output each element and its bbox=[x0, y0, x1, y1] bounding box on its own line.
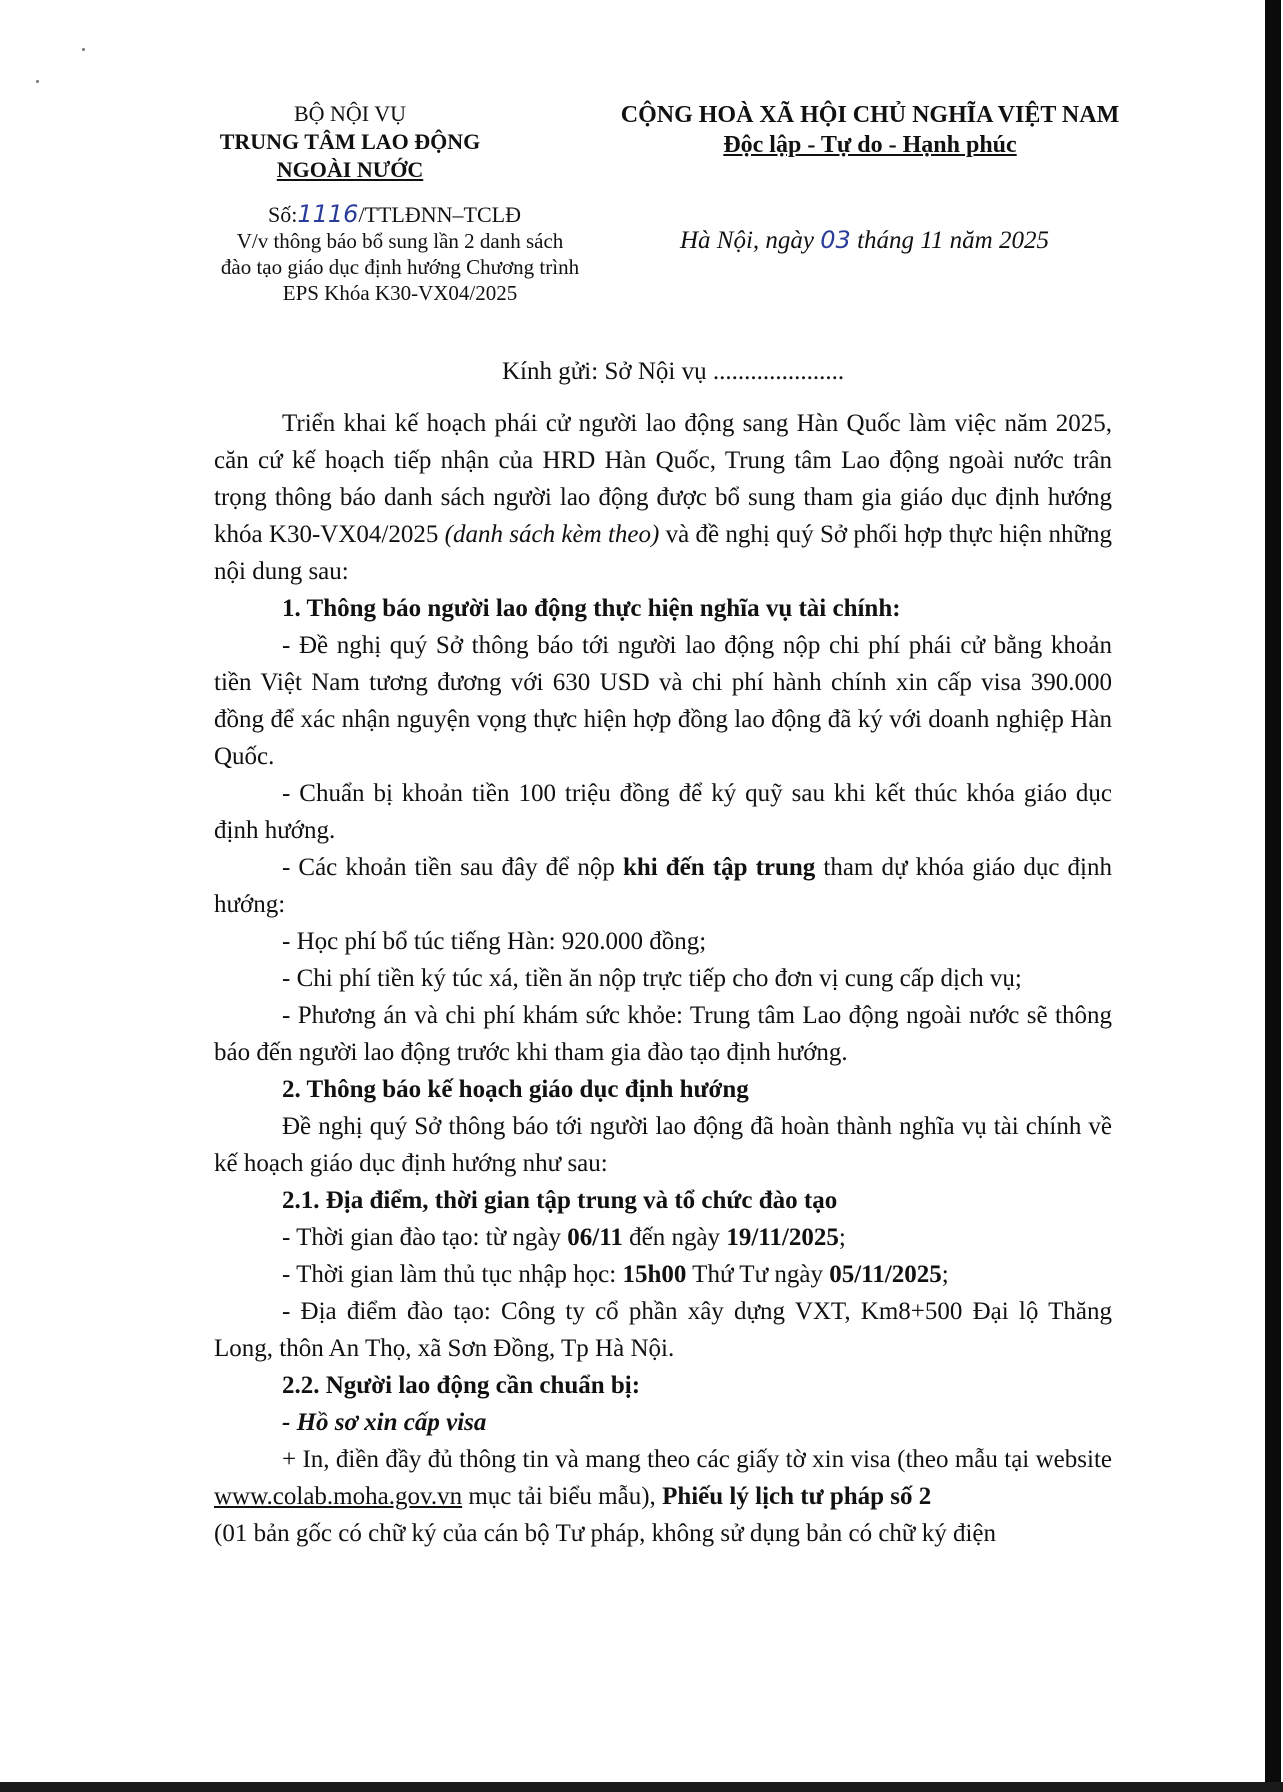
nation-title: CỘNG HOÀ XÃ HỘI CHỦ NGHĨA VIỆT NAM bbox=[620, 102, 1120, 128]
subject-line: V/v thông báo bổ sung lần 2 danh sách bbox=[236, 229, 564, 253]
paragraph: (01 bản gốc có chữ ký của cán bộ Tư pháp, không sử dụng bản có chữ ký điện bbox=[214, 1520, 997, 1547]
intro-paragraph bbox=[214, 405, 1112, 590]
paragraph: - Học phí bổ túc tiếng Hàn: 920.000 đồng; bbox=[282, 928, 707, 955]
paragraph: - Phương án và chi phí khám sức khỏe: Trung tâm Lao động ngoài nước sẽ thông báo đến người lao động trước khi tham gia đào tạo định hướng. bbox=[214, 1002, 1112, 1066]
text-run: tham dự khóa giáo dục định hướng: bbox=[214, 854, 1112, 918]
scan-border-right bbox=[1265, 0, 1281, 1792]
text-run: ; bbox=[941, 1261, 949, 1288]
paragraph: - Đề nghị quý Sở thông báo tới người lao động nộp chi phí phái cử bằng khoản tiền Việt Nam tương đương với 630 USD và chi phí hành chính xin cấp visa 390.000 đồng để xác nhận nguyện vọng thực hiện hợp đồng lao động đã ký với doanh nghiệp Hàn Quốc. bbox=[214, 632, 1112, 770]
text-run-bold: 05/11/2025 bbox=[829, 1261, 942, 1288]
text-run: ; bbox=[838, 1224, 846, 1251]
paragraph bbox=[214, 849, 1112, 923]
scan-speck bbox=[82, 48, 85, 51]
nation-block bbox=[610, 100, 1130, 160]
text-run-bold: 06/11 bbox=[567, 1224, 623, 1251]
date-line bbox=[680, 226, 1049, 255]
text-run-bold: 15h00 bbox=[622, 1261, 687, 1288]
text-run-bold: 19/11/2025 bbox=[726, 1224, 839, 1251]
text-run: Triển khai kế hoạch phái cử người lao động sang Hàn Quốc làm việc năm 2025, căn cứ kế hoạch tiếp nhận của HRD Hàn Quốc, Trung tâm Lao động ngoài nước trân trọng thông báo danh sách người lao động được bổ sung tham gia giáo dục định hướng khóa K30-VX04/2025 bbox=[214, 410, 1112, 548]
subject-block bbox=[180, 228, 620, 306]
issuer-block bbox=[190, 100, 510, 184]
text-run: mục tải biểu mẫu), bbox=[462, 1483, 663, 1510]
paragraph: - Chi phí tiền ký túc xá, tiền ăn nộp trực tiếp cho đơn vị cung cấp dịch vụ; bbox=[282, 965, 1022, 992]
number-suffix: /TTLĐNN–TCLĐ bbox=[358, 202, 521, 227]
text-run: + In, điền đầy đủ thông tin và mang theo các giấy tờ xin visa (theo mẫu tại website bbox=[282, 1446, 1112, 1473]
date-prefix: Hà Nội, ngày bbox=[680, 227, 821, 254]
text-run: Thứ Tư ngày bbox=[686, 1261, 830, 1288]
subject-line: đào tạo giáo dục định hướng Chương trình bbox=[220, 255, 580, 279]
org-name-line2: NGOÀI NƯỚC bbox=[276, 157, 424, 182]
org-name-line1: TRUNG TÂM LAO ĐỘNG bbox=[219, 129, 481, 154]
handwritten-number: 1116 bbox=[297, 200, 359, 228]
text-run-bold: khi đến tập trung bbox=[622, 854, 816, 881]
text-run-italic: (danh sách kèm theo) bbox=[444, 521, 660, 548]
text-run: đến ngày bbox=[622, 1224, 727, 1251]
text-run: - Thời gian làm thủ tục nhập học: bbox=[282, 1261, 623, 1288]
section-heading-1: 1. Thông báo người lao động thực hiện nghĩa vụ tài chính: bbox=[282, 595, 901, 622]
paragraph bbox=[214, 1219, 1112, 1256]
section-heading-2-1: 2.1. Địa điểm, thời gian tập trung và tổ chức đào tạo bbox=[282, 1187, 838, 1214]
section-heading-2-2: 2.2. Người lao động cần chuẩn bị: bbox=[282, 1372, 641, 1399]
paragraph bbox=[214, 1441, 1112, 1515]
number-prefix: Số: bbox=[268, 202, 298, 227]
text-run: - Thời gian đào tạo: từ ngày bbox=[282, 1224, 568, 1251]
scan-border-bottom bbox=[0, 1782, 1283, 1792]
paragraph: - Chuẩn bị khoản tiền 100 triệu đồng để ký quỹ sau khi kết thúc khóa giáo dục định hướng. bbox=[214, 780, 1112, 844]
handwritten-day: 03 bbox=[820, 226, 851, 254]
text-run-bold: Phiếu lý lịch tư pháp số 2 bbox=[662, 1483, 932, 1510]
text-run: và đề nghị quý Sở phối hợp thực hiện những nội dung sau: bbox=[214, 521, 1112, 585]
scan-speck bbox=[36, 80, 39, 83]
greeting: Kính gửi: Sở Nội vụ ..................... bbox=[502, 358, 845, 385]
nation-motto: Độc lập - Tự do - Hạnh phúc bbox=[723, 132, 1017, 158]
subject-line: EPS Khóa K30-VX04/2025 bbox=[282, 281, 518, 305]
website-link[interactable]: www.colab.moha.gov.vn bbox=[214, 1483, 463, 1510]
ministry-name: BỘ NỘI VỤ bbox=[293, 101, 407, 126]
paragraph bbox=[214, 1256, 1112, 1293]
subheading-visa: - Hồ sơ xin cấp visa bbox=[282, 1409, 487, 1436]
text-run: - Các khoản tiền sau đây để nộp bbox=[282, 854, 623, 881]
document-number bbox=[268, 200, 521, 228]
paragraph: - Địa điểm đào tạo: Công ty cổ phần xây dựng VXT, Km8+500 Đại lộ Thăng Long, thôn An Thọ, xã Sơn Đồng, Tp Hà Nội. bbox=[214, 1298, 1112, 1362]
date-suffix: tháng 11 năm 2025 bbox=[850, 227, 1049, 254]
section-heading-2: 2. Thông báo kế hoạch giáo dục định hướng bbox=[282, 1076, 749, 1103]
paragraph: Đề nghị quý Sở thông báo tới người lao động đã hoàn thành nghĩa vụ tài chính về kế hoạch giáo dục định hướng như sau: bbox=[214, 1113, 1112, 1177]
document-body bbox=[214, 405, 1112, 1552]
